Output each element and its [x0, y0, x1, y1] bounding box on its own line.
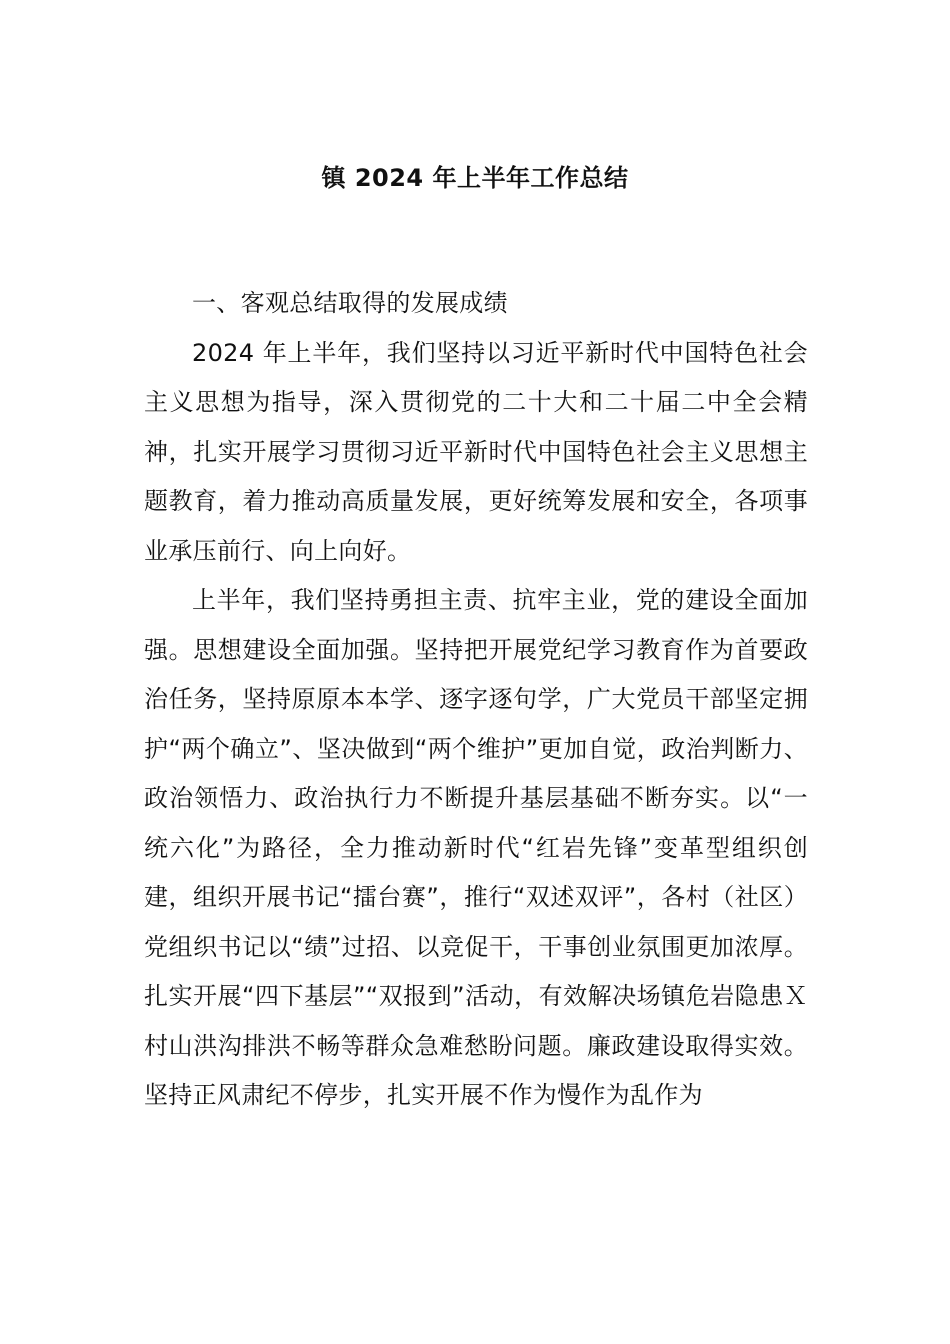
section-heading: 一、客观总结取得的发展成绩 [192, 289, 508, 317]
document-body [144, 279, 808, 1121]
paragraph-1: 2024 年上半年，我们坚持以习近平新时代中国特色社会主义思想为指导，深入贯彻党的二十大和二十届二中全会精神，扎实开展学习贯彻习近平新时代中国特色社会主义思想主题教育，着力推动高质量发展，更好统筹发展和安全，各项事业承压前行、向上向好。 [144, 338, 808, 565]
paragraph-2: 上半年，我们坚持勇担主责、抗牢主业，党的建设全面加强。思想建设全面加强。坚持把开展党纪学习教育作为首要政治任务，坚持原原本本学、逐字逐句学，广大党员干部坚定拥护“两个确立”、坚决做到“两个维护”更加自觉，政治判断力、政治领悟力、政治执行力不断提升基层基础不断夯实。以“一统六化”为路径，全力推动新时代“红岩先锋”变革型组织创建，组织开展书记“擂台赛”，推行“双述双评”，各村（社区）党组织书记以“绩”过招、以竞促干，干事创业氛围更加浓厚。扎实开展“四下基层”“双报到”活动，有效解决场镇危岩隐患Ｘ村山洪沟排洪不畅等群众急难愁盼问题。廉政建设取得实效。坚持正风肃纪不停步，扎实开展不作为慢作为乱作为 [144, 586, 808, 1109]
document-title: 镇 2024 年上半年工作总结 [321, 164, 629, 192]
